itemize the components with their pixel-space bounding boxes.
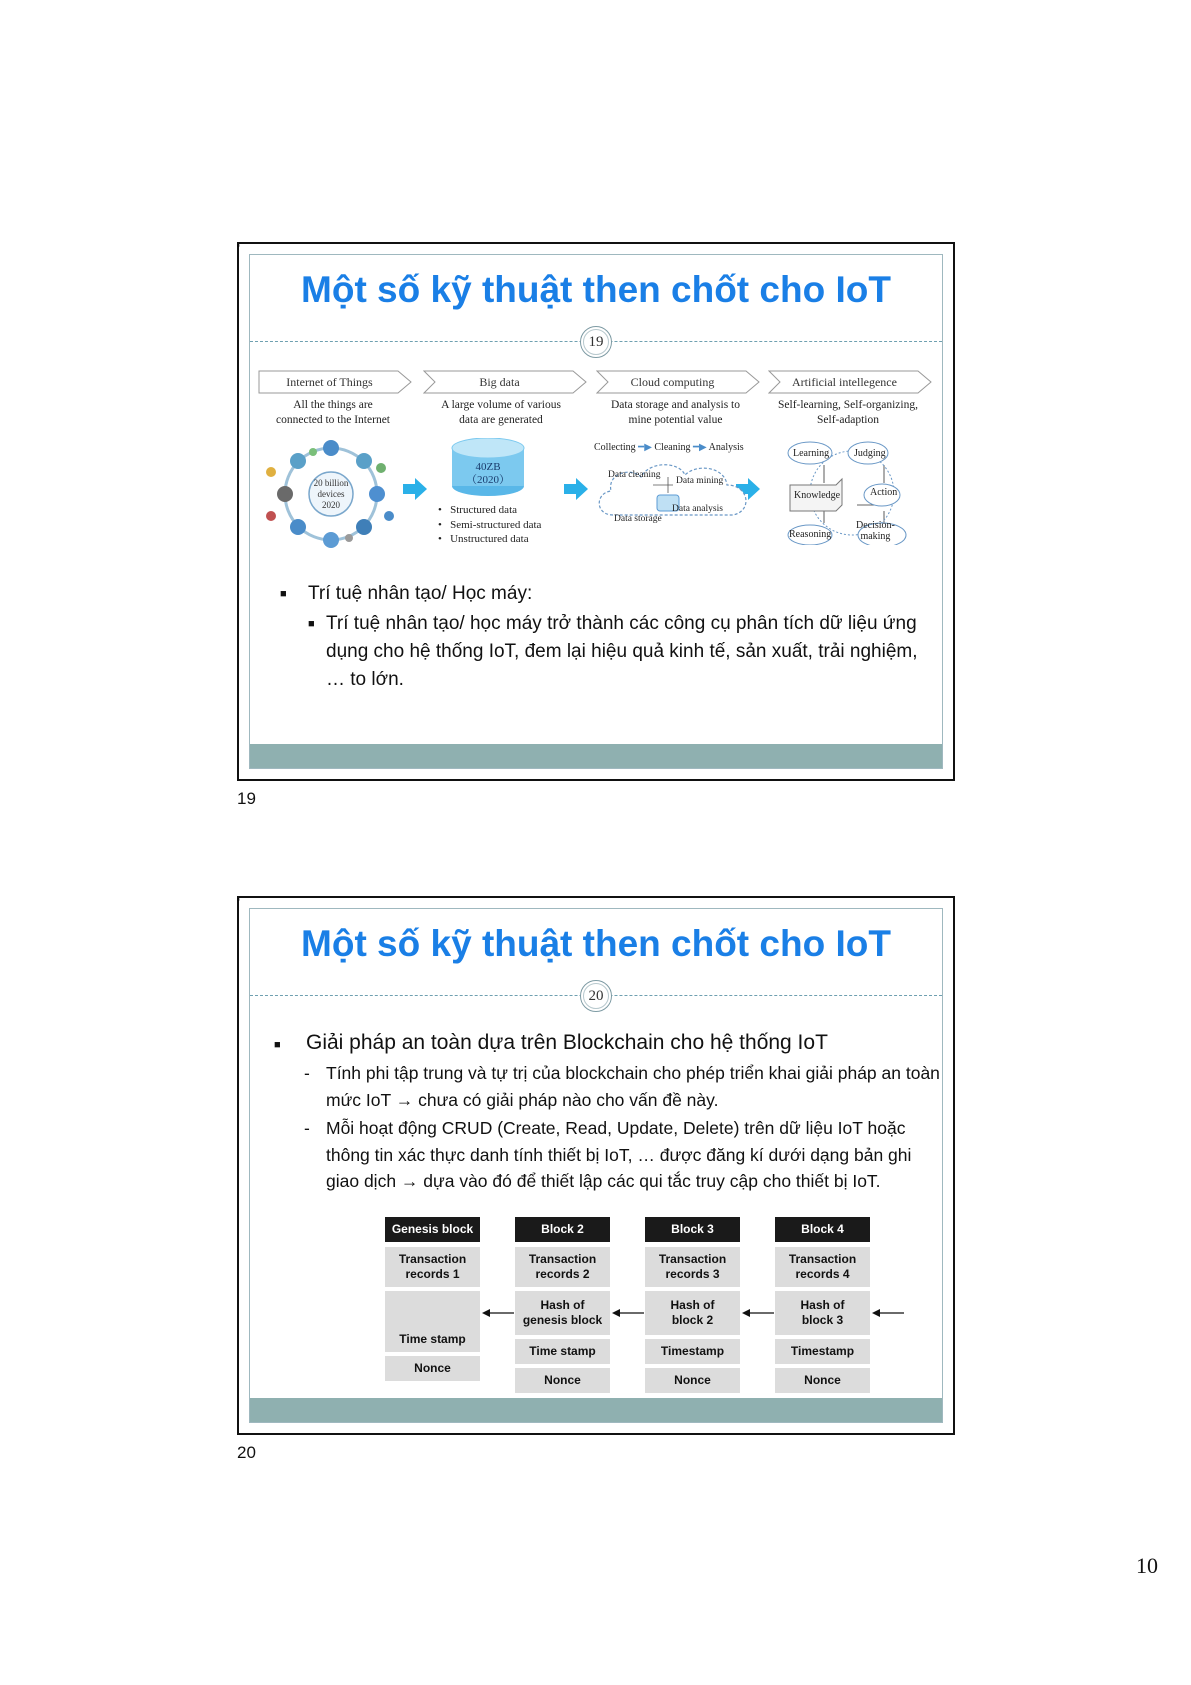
chain-arrow-1	[482, 1307, 514, 1319]
sub-bullet-ai-ml: ■ Trí tuệ nhân tạo/ học máy trở thành các công cụ phân tích dữ liệu ứng dụng cho hệ thống IoT, đem lại hiệu quả kinh tế, sản xuất, trải nghiệm, … to lớn.	[280, 610, 920, 694]
ai-node-decision: Decision- making	[856, 520, 895, 542]
slide-inner	[249, 254, 943, 769]
slide-title: Một số kỹ thuật then chốt cho IoT	[301, 923, 891, 964]
block-transaction-records: Transaction records 3	[645, 1247, 740, 1287]
stage-desc-ai: Self-learning, Self-organizing, Self-adaption	[778, 399, 918, 426]
stage-desc-iot: All the things are connected to the Internet	[276, 399, 390, 426]
block-nonce: Nonce	[515, 1368, 610, 1393]
block-nonce: Nonce	[645, 1368, 740, 1393]
pipeline-step: Collecting	[594, 442, 636, 453]
block-header: Block 3	[645, 1217, 740, 1242]
block-header: Genesis block	[385, 1217, 480, 1242]
stage-desc-big-data: A large volume of various data are generated	[441, 399, 561, 426]
ai-node-action: Action	[870, 487, 898, 498]
ai-node-knowledge: Knowledge	[794, 490, 841, 501]
big-data-cylinder	[448, 438, 528, 500]
slide-19	[237, 242, 955, 781]
cloud-label-analysis: Data analysis	[672, 504, 723, 514]
cloud-label-cleaning: Data cleaning	[608, 470, 661, 480]
iot-devices-wheel	[263, 440, 403, 550]
bullet-ai-ml: ■ Trí tuệ nhân tạo/ Học máy:	[280, 580, 920, 608]
cloud-pipeline: Collecting ━▶ Cleaning ━▶ Analysis	[594, 442, 744, 453]
list-item: • Structured data	[438, 504, 518, 516]
block-2	[515, 1217, 610, 1387]
slide-label-20: 20	[237, 1443, 256, 1462]
stage-desc-cloud: Data storage and analysis to mine potential value	[610, 399, 740, 426]
block-time-stamp: Timestamp	[645, 1339, 740, 1364]
block-transaction-records: Transaction records 2	[515, 1247, 610, 1287]
block-genesis	[385, 1217, 480, 1375]
slide-title: Một số kỹ thuật then chốt cho IoT	[301, 269, 891, 310]
block-time-stamp: Timestamp	[775, 1339, 870, 1364]
slide-inner	[249, 908, 943, 1423]
hub-line-1: 20 billion	[313, 478, 349, 488]
block-transaction-records: Transaction records 1	[385, 1247, 480, 1287]
big-data-types-list	[438, 503, 541, 547]
slide-number: 19	[580, 326, 612, 358]
slide-number: 20	[580, 980, 612, 1012]
slide-20-bullets	[274, 1028, 944, 1195]
cloud-label-mining: Data mining	[676, 476, 724, 486]
dash-item-decentralized: - Tính phi tập trung và tự trị của blockchain cho phép triển khai giải pháp an toàn mức IoT → chưa có giải pháp nào cho vấn đề này.	[274, 1060, 944, 1113]
ai-node-judging: Judging	[854, 448, 886, 459]
stage-header-iot	[258, 370, 413, 394]
hub-line-2: devices	[317, 489, 345, 499]
dash-item-crud: - Mỗi hoạt động CRUD (Create, Read, Update, Delete) trên dữ liệu IoT hoặc thông tin xác thực danh tính thiết bị IoT, … được đăng kí dưới dạng bản ghi giao dịch → dựa vào đó để thiết lập các qui tắc truy cập cho thiết bị IoT.	[274, 1115, 944, 1195]
list-item: • Unstructured data	[438, 533, 529, 545]
block-3	[645, 1217, 740, 1387]
block-previous-hash: Hash of block 2	[645, 1291, 740, 1335]
list-item: • Semi-structured data	[438, 518, 542, 531]
ai-node-reasoning: Reasoning	[789, 529, 832, 540]
block-time-stamp: Time stamp	[515, 1339, 610, 1364]
stage-title: Artificial intellegence	[792, 375, 897, 389]
block-nonce: Nonce	[775, 1368, 870, 1393]
bullet-blockchain: ■ Giải pháp an toàn dựa trên Blockchain cho hệ thống IoT	[274, 1028, 944, 1058]
stage-title: Big data	[479, 375, 520, 389]
slide-20	[237, 896, 955, 1435]
page-number: 10	[1136, 1553, 1158, 1578]
block-4	[775, 1217, 870, 1387]
stage-header-cloud	[596, 370, 761, 394]
cloud-label-storage: Data storage	[614, 514, 662, 524]
block-previous-hash: Hash of genesis block	[515, 1291, 610, 1335]
flow-arrow-2	[564, 478, 588, 500]
block-header: Block 2	[515, 1217, 610, 1242]
slide-label-19: 19	[237, 789, 256, 808]
corner-mark: ▫	[237, 241, 240, 250]
stage-header-big-data	[423, 370, 588, 394]
chain-arrow-4	[872, 1307, 904, 1319]
pipeline-step: Cleaning	[654, 442, 691, 453]
pipeline-step: Analysis	[708, 442, 744, 453]
slide-footer-bar	[250, 744, 942, 768]
chain-arrow-3	[742, 1307, 774, 1319]
hub-line-3: 2020	[322, 500, 340, 510]
block-hash-empty	[385, 1291, 480, 1327]
block-time-stamp: Time stamp	[385, 1327, 480, 1352]
corner-mark: ▫	[237, 895, 240, 904]
flow-arrow-1	[403, 478, 427, 500]
stage-header-ai	[768, 370, 933, 394]
blockchain-diagram	[385, 1217, 905, 1397]
block-transaction-records: Transaction records 4	[775, 1247, 870, 1287]
stage-title: Cloud computing	[630, 375, 715, 389]
stage-title: Internet of Things	[286, 375, 373, 389]
slide-19-bullets	[280, 580, 920, 694]
cylinder-line-1: 40ZB	[475, 461, 501, 473]
cylinder-line-2: （2020）	[466, 474, 510, 486]
ai-node-learning: Learning	[793, 448, 830, 459]
block-nonce: Nonce	[385, 1356, 480, 1381]
chain-arrow-2	[612, 1307, 644, 1319]
slide-footer-bar	[250, 1398, 942, 1422]
block-previous-hash: Hash of block 3	[775, 1291, 870, 1335]
block-header: Block 4	[775, 1217, 870, 1242]
iot-technology-flow-figure	[258, 370, 938, 550]
